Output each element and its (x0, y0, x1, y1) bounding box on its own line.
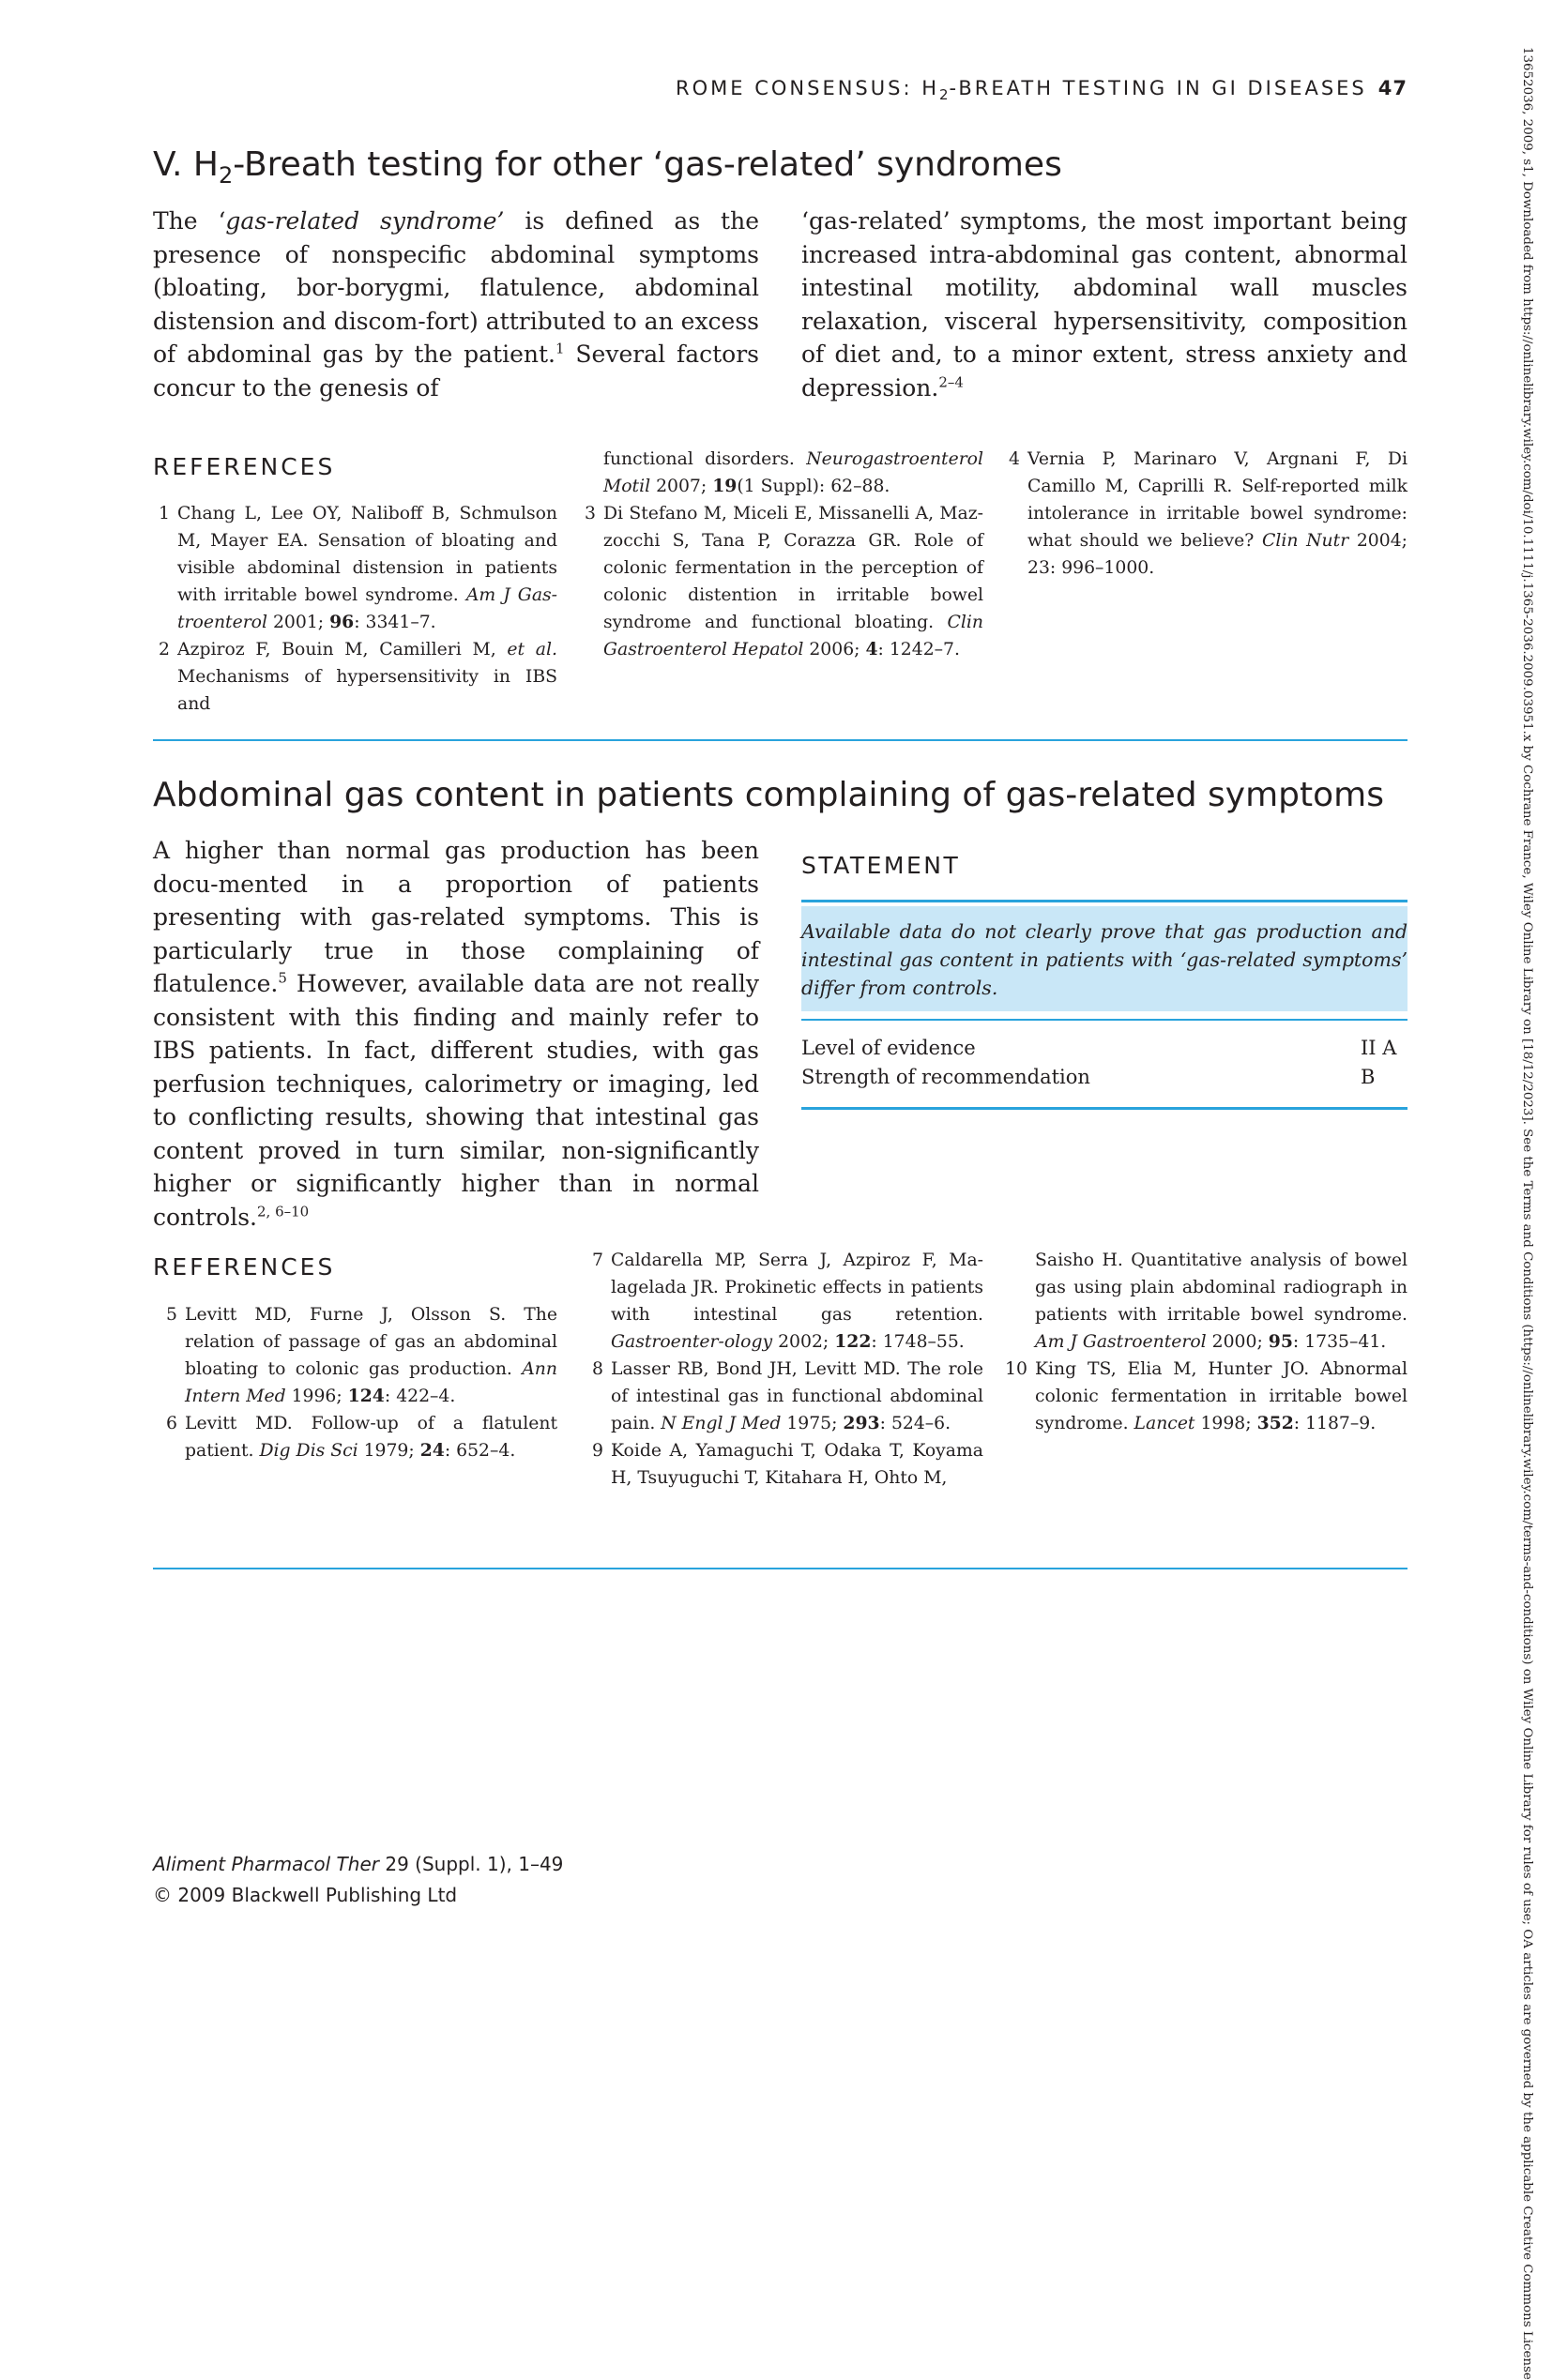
recommendation-row (801, 1063, 1407, 1092)
reference-text: Levitt MD. Follow-up of a flatulent patient. (185, 1414, 557, 1461)
intro-paragraph-left (153, 205, 759, 404)
volume: 122 (834, 1331, 872, 1352)
volume: 96 (329, 612, 355, 632)
statement-box (801, 900, 1407, 1011)
running-title (676, 77, 1367, 104)
journal-name: Clin Nutr (1261, 531, 1349, 551)
reference-item (1003, 446, 1407, 582)
evidence-value: II A (1361, 1037, 1397, 1059)
reference-text: 2000; (1206, 1332, 1269, 1352)
citation-sup: 2, 6–10 (256, 1203, 310, 1220)
volume: 95 (1268, 1331, 1293, 1352)
statement-bottom-rule (801, 1107, 1407, 1110)
citation-sup: 2–4 (938, 373, 964, 391)
journal-name: N Engl J Med (661, 1414, 782, 1433)
journal-name: Am J Gas-troenterol (177, 585, 557, 632)
et-al: et al. (507, 640, 557, 659)
section-divider (153, 739, 1407, 741)
reference-text: : 422–4. (384, 1387, 456, 1406)
running-header (153, 77, 1407, 103)
reference-text: 2007; (650, 477, 713, 496)
reference-text: Vernia P, Marinaro V, Argnani F, Di Camillo M, Caprilli R. Self-reported milk intolerance in irritable bowel syndrome: what should we believe? (1027, 449, 1407, 551)
reference-text: Di Stefano M, Miceli E, Missanelli A, Maz-zocchi S, Tana P, Corazza GR. Role of colonic fermentation in the perception of colonic distention in irritable bowel syndrome and functional bloating. (603, 504, 983, 632)
reference-item (1003, 1356, 1407, 1437)
reference-text: : 524–6. (879, 1414, 951, 1433)
journal-volume: 29 (378, 1853, 409, 1875)
volume: 4 (865, 639, 878, 659)
reference-item (579, 500, 983, 663)
reference-number: 7 (592, 1251, 603, 1270)
reference-text: 1998; (1194, 1414, 1257, 1433)
journal-name: Neurogastroenterol Motil (603, 449, 983, 496)
reference-text: 2002; (772, 1332, 835, 1352)
references-column-1 (153, 500, 557, 718)
journal-issue-pages: (Suppl. 1), 1–49 (408, 1853, 564, 1875)
statement-text: Available data do not clearly prove that gas production and intestinal gas content in patients with ‘gas-related symptoms’ differ from controls. (801, 906, 1407, 1011)
text-run: is defined as the presence of nonspecific abdominal symptoms (bloating, bor-borygmi, flatulence, abdominal distension and discom-fort) attributed to an excess of abdominal gas by the patient. (153, 207, 759, 368)
reference-text: Saisho H. Quantitative analysis of bowel gas using plain abdominal radiograph in patients with irritable bowel syndrome. (1035, 1251, 1407, 1325)
references-heading: REFERENCES (153, 1253, 336, 1281)
reference-item (153, 1410, 557, 1464)
reference-number: 8 (592, 1359, 603, 1379)
reference-text: : 3341–7. (354, 613, 436, 632)
running-title-prefix: ROME CONSENSUS: H (676, 77, 939, 99)
references-column-1 (153, 1301, 557, 1464)
section-title-prefix: V. H (153, 145, 219, 184)
evidence-row (801, 1034, 1407, 1063)
journal-citation (153, 1853, 563, 1875)
italic-term: gas-related syndrome’ (225, 207, 505, 235)
section-divider (153, 1568, 1407, 1569)
recommendation-label: Strength of recommendation (801, 1066, 1090, 1088)
text-run: The ‘ (153, 207, 226, 235)
reference-continuation (579, 446, 983, 500)
section-title: Abdominal gas content in patients complaining of gas-related symptoms (153, 776, 1384, 814)
journal-name: Ann Intern Med (185, 1359, 557, 1406)
journal-name: Clin Gastroenterol Hepatol (603, 613, 983, 659)
section-title-sub: 2 (218, 162, 234, 189)
evidence-table (801, 1019, 1407, 1092)
reference-number: 3 (585, 504, 596, 523)
reference-text: : 1748–55. (871, 1332, 965, 1352)
reference-item (153, 636, 557, 718)
reference-text: 2001; (267, 613, 330, 632)
journal-name: Lancet (1134, 1414, 1195, 1433)
journal-name: Gastroenter-ology (611, 1332, 773, 1352)
reference-text: Caldarella MP, Serra J, Azpiroz F, Ma-lagelada JR. Prokinetic effects in patients with intestinal gas retention. (611, 1251, 983, 1325)
volume: 124 (347, 1386, 385, 1406)
references-column-3 (1003, 446, 1407, 582)
volume: 293 (843, 1413, 880, 1433)
reference-text: 2004; 23: 996–1000. (1027, 531, 1407, 578)
reference-number: 1 (159, 504, 170, 523)
volume: 24 (419, 1440, 445, 1461)
reference-text: functional disorders. (603, 449, 807, 469)
evidence-label: Level of evidence (801, 1037, 976, 1059)
reference-text: Azpiroz F, Bouin M, Camilleri M, (177, 640, 508, 659)
reference-number: 6 (166, 1414, 177, 1433)
reference-number: 10 (1005, 1359, 1027, 1379)
side-note-text: 13652036, 2009, s1, Downloaded from https://onlinelibrary.wiley.com/doi/10.1111/j.1365-2036.2009.03951.x by Cochrane France, Wiley Online Library on [18/12/2023]. See the Terms and Conditions (https://onlinelibrary.wiley.com/terms-and-conditions) on Wiley Online Library for rules of use; OA articles are governed by the applicable Creative Commons License (1520, 47, 1534, 2380)
journal-name: Dig Dis Sci (259, 1441, 358, 1461)
running-title-sub: 2 (939, 86, 950, 104)
reference-item (153, 1301, 557, 1410)
reference-text: 1996; (285, 1387, 348, 1406)
journal-name: Am J Gastroenterol (1035, 1332, 1207, 1352)
reference-item (579, 1437, 983, 1492)
reference-number: 4 (1009, 449, 1020, 469)
reference-text: : 1735–41. (1292, 1332, 1387, 1352)
recommendation-value: B (1361, 1066, 1376, 1088)
reference-text: King TS, Elia M, Hunter JO. Abnormal colonic fermentation in irritable bowel syndrome. (1035, 1359, 1407, 1433)
reference-text: Chang L, Lee OY, Naliboff B, Schmulson M, Mayer EA. Sensation of bloating and visible abdominal distension in patients with irritable bowel syndrome. (177, 504, 557, 605)
copyright: © 2009 Blackwell Publishing Ltd (153, 1884, 458, 1906)
text-run: Several factors concur to the genesis of (153, 341, 760, 402)
references-column-3 (1003, 1247, 1407, 1437)
page-number: 47 (1377, 77, 1407, 99)
reference-text: 2006; (803, 640, 866, 659)
journal-title: Aliment Pharmacol Ther (153, 1853, 379, 1875)
intro-paragraph-right (801, 205, 1407, 404)
references-column-2 (579, 1247, 983, 1492)
reference-number: 2 (159, 640, 170, 659)
text-run: ‘gas-related’ symptoms, the most important being increased intra-abdominal gas content, abnormal intestinal motility, abdominal wall muscles relaxation, visceral hypersensitivity, composition of diet and, to a minor extent, stress anxiety and depression. (801, 207, 1407, 402)
reference-text: Levitt MD, Furne J, Olsson S. The relation of passage of gas an abdominal bloating to colonic gas production. (185, 1305, 557, 1379)
download-side-note (1517, 47, 1536, 2380)
reference-item (579, 1247, 983, 1356)
statement-heading: STATEMENT (801, 852, 961, 879)
reference-text: Koide A, Yamaguchi T, Odaka T, Koyama H, Tsuyuguchi T, Kitahara H, Ohto M, (611, 1441, 983, 1488)
text-run: A higher than normal gas production has been docu-mented in a proportion of patients presenting with gas-related symptoms. This is particularly true in those complaining of flatulence. (153, 837, 759, 997)
reference-text: Mechanisms of hypersensitivity in IBS and (177, 667, 557, 714)
reference-number: 9 (592, 1441, 603, 1461)
reference-number: 5 (166, 1305, 177, 1325)
volume: 352 (1256, 1413, 1294, 1433)
references-column-2 (579, 446, 983, 663)
reference-text: : 1242–7. (877, 640, 960, 659)
citation-sup: 5 (278, 969, 287, 987)
section-title-suffix: -Breath testing for other ‘gas-related’ syndromes (233, 145, 1062, 184)
text-run: However, available data are not really consistent with this finding and mainly refer to IBS patients. In fact, different studies, with gas perfusion techniques, calorimetry or imaging, led to conflicting results, showing that intestinal gas content proved in turn similar, non-significantly higher or significantly higher than in normal controls. (153, 970, 759, 1231)
reference-text: 1975; (781, 1414, 844, 1433)
running-title-suffix: -BREATH TESTING IN GI DISEASES (949, 77, 1367, 99)
section-title (153, 145, 1062, 189)
gas-content-paragraph (153, 834, 759, 1234)
reference-text: (1 Suppl): 62–88. (737, 477, 890, 496)
reference-item (153, 500, 557, 636)
reference-item (579, 1356, 983, 1437)
citation-sup: 1 (555, 340, 565, 357)
reference-text: Lasser RB, Bond JH, Levitt MD. The role of intestinal gas in functional abdominal pain. (611, 1359, 983, 1433)
references-heading: REFERENCES (153, 453, 336, 480)
reference-continuation (1003, 1247, 1407, 1356)
reference-text: : 1187–9. (1293, 1414, 1377, 1433)
volume: 19 (712, 476, 738, 496)
reference-text: 1979; (358, 1441, 420, 1461)
reference-text: : 652–4. (444, 1441, 516, 1461)
